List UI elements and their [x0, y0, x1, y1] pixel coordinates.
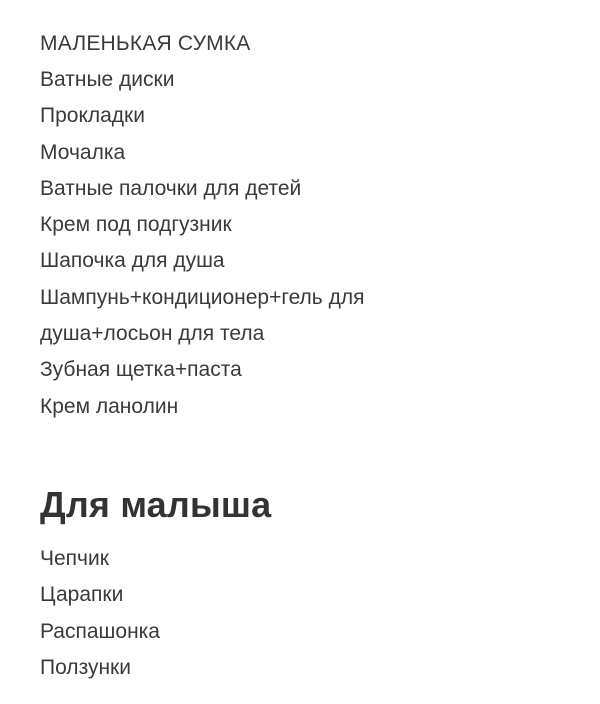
for-baby-heading: Для малыша: [40, 483, 272, 525]
small-bag-heading: МАЛЕНЬКАЯ СУМКА: [40, 32, 251, 55]
list-item: Шампунь+кондиционер+гель для душа+лосьон для тела: [40, 285, 365, 346]
list-item: Ватные диски: [40, 68, 175, 91]
list-item: Распашонка: [40, 619, 160, 643]
list-item: Царапки: [40, 583, 124, 607]
list-item: Шапочка для душа: [40, 249, 225, 273]
list-item: Зубная щетка+паста: [40, 358, 242, 382]
small-bag-list: [40, 62, 580, 425]
list-item: Ватные палочки для детей: [40, 176, 302, 200]
list-item: Крем под подгузник: [40, 213, 232, 237]
list-item: Прокладки: [40, 104, 145, 128]
document-page: [40, 26, 580, 686]
list-item: Крем ланолин: [40, 394, 179, 418]
list-item: Мочалка: [40, 140, 126, 164]
for-baby-list: [40, 541, 580, 686]
list-item: Чепчик: [40, 546, 109, 570]
list-item: Ползунки: [40, 655, 131, 679]
